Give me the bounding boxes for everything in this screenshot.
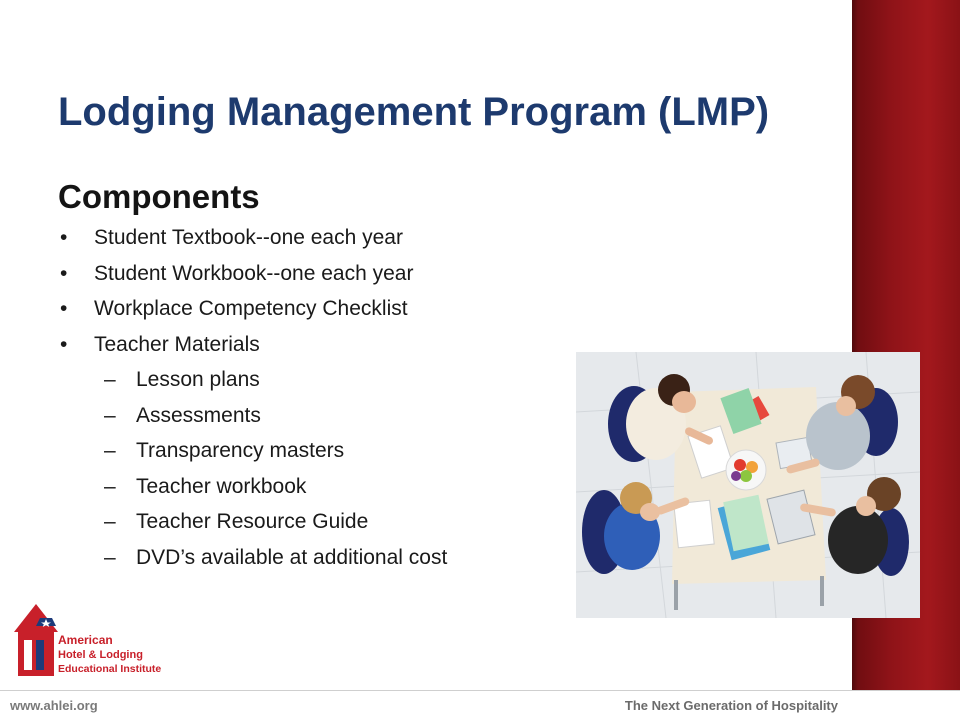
logo-line-2: Hotel & Lodging xyxy=(58,649,143,661)
footer-url: www.ahlei.org xyxy=(10,698,98,713)
sub-bullet-item xyxy=(58,439,578,463)
sub-bullet-dash: – xyxy=(104,439,116,462)
sub-bullet-text: Teacher Resource Guide xyxy=(136,510,369,533)
bullet-item xyxy=(58,333,578,357)
sub-bullet-item xyxy=(58,475,578,499)
sub-bullet-item xyxy=(58,546,578,570)
bullet-text: Student Workbook--one each year xyxy=(94,261,414,285)
sub-bullet-dash: – xyxy=(104,474,116,498)
sub-bullet-text: Assessments xyxy=(136,403,261,427)
bullet-item xyxy=(58,262,578,286)
bullet-text: Student Textbook--one each year xyxy=(94,226,403,249)
sub-bullet-dash: – xyxy=(104,403,116,427)
sub-bullet-item xyxy=(58,368,578,392)
sub-bullet-dash: – xyxy=(104,545,116,569)
logo-line-1: American xyxy=(58,633,113,647)
sub-bullet-dash: – xyxy=(104,368,116,391)
students-at-table-photo xyxy=(576,352,920,618)
bullet-item xyxy=(58,297,578,321)
slide-title: Lodging Management Program (LMP) xyxy=(58,90,770,134)
sub-bullet-text: DVD’s available at additional cost xyxy=(136,545,448,569)
slide-subtitle: Components xyxy=(58,178,260,215)
footer-tagline: The Next Generation of Hospitality xyxy=(624,698,838,713)
bullet-text: Teacher Materials xyxy=(94,332,260,356)
bullet-text: Workplace Competency Checklist xyxy=(94,297,408,320)
bullet-dot: • xyxy=(60,332,68,356)
sub-bullet-item xyxy=(58,404,578,428)
sub-bullet-text: Transparency masters xyxy=(136,439,345,462)
bullet-item xyxy=(58,226,578,250)
sub-bullet-item xyxy=(58,510,578,534)
sub-bullet-text: Teacher workbook xyxy=(136,474,307,498)
sub-bullet-dash: – xyxy=(104,510,116,533)
footer-divider xyxy=(0,690,960,691)
logo-line-3: Educational Institute xyxy=(58,663,162,675)
bullet-dot: • xyxy=(60,226,68,249)
bullet-list xyxy=(58,226,578,581)
bullet-dot: • xyxy=(60,261,68,285)
bullet-dot: • xyxy=(60,297,68,320)
ahlei-house-logo xyxy=(10,598,162,680)
sub-bullet-text: Lesson plans xyxy=(136,368,260,391)
